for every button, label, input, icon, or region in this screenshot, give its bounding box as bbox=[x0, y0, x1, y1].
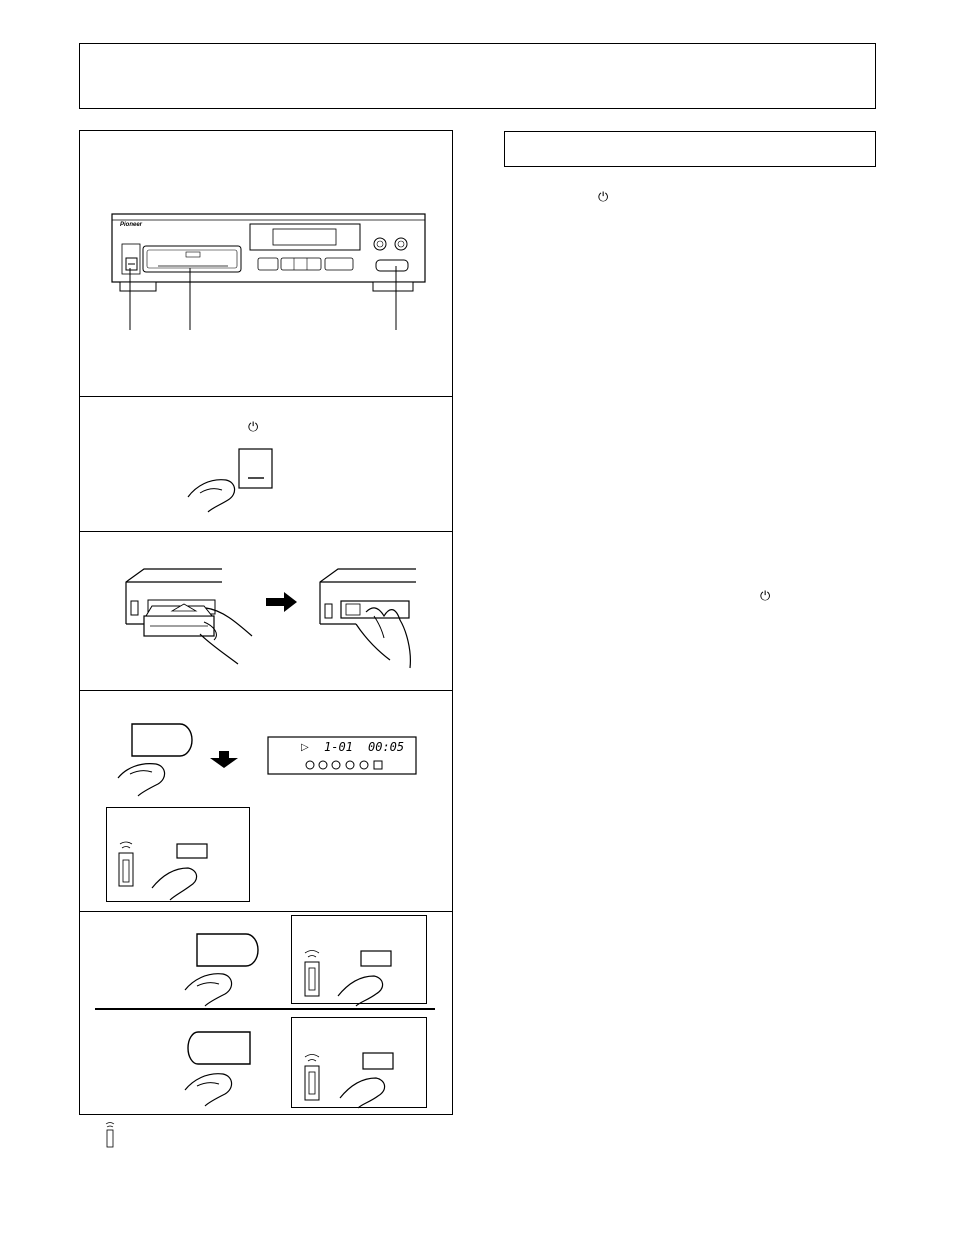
power-symbol-2: ⏻ bbox=[760, 588, 771, 603]
panel2-power-symbol: ⏻ bbox=[248, 419, 259, 434]
power-symbol-1: ⏻ bbox=[598, 189, 609, 204]
display-time: 00:05 bbox=[368, 740, 405, 754]
display-indicator: ▷ bbox=[301, 742, 309, 753]
brand-logo: Pioneer bbox=[120, 222, 143, 228]
display-track: 1-01 bbox=[324, 740, 353, 754]
